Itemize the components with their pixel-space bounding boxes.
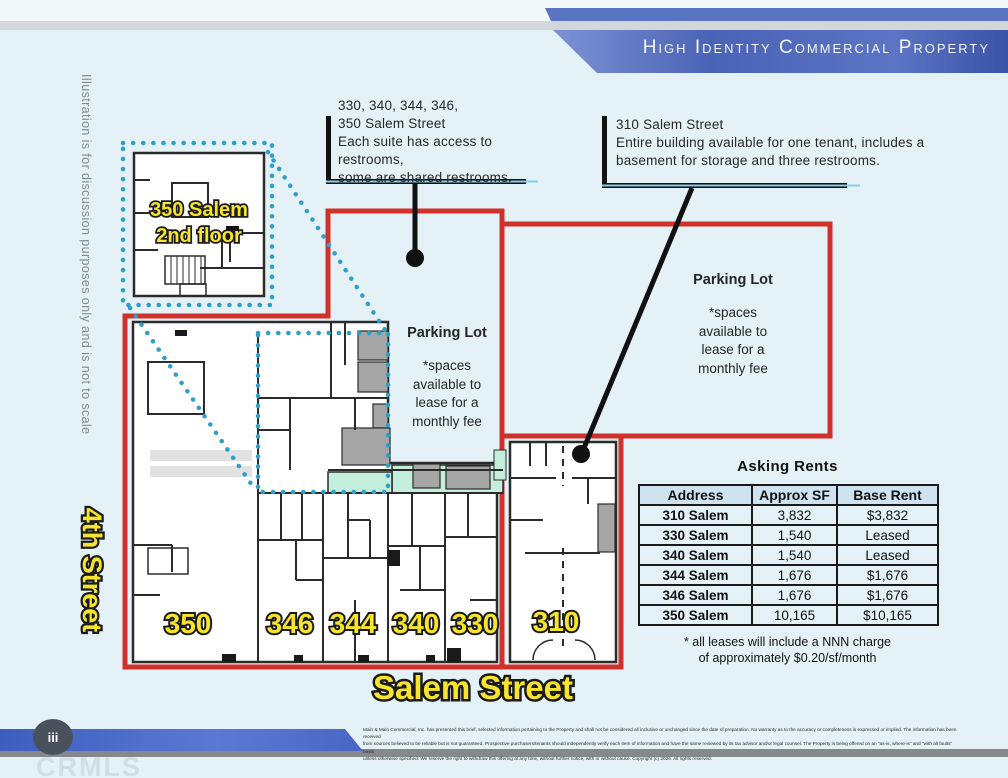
- disclaimer-line: unless otherwise specified. We reserve the right to withdraw this offering at any time, without further notice, with or without cause. Copyright (c) 2026. All rights reserved.: [363, 755, 712, 761]
- cell-address: 350 Salem: [639, 605, 752, 625]
- footnote-line: * all leases will include a NNN charge: [683, 635, 892, 649]
- cell-rent: $1,676: [837, 585, 938, 605]
- callout-line: Each suite has access to restrooms,: [338, 134, 493, 167]
- cell-address: 346 Salem: [639, 585, 752, 605]
- table-row: [639, 585, 938, 605]
- callout-suites-note: [338, 97, 553, 187]
- table-header-row: [639, 485, 938, 505]
- column-header-approx-sf: Approx SF: [752, 485, 837, 505]
- inset-label-line1: 350 Salem: [150, 199, 248, 221]
- suite-label-340: 340: [392, 608, 440, 639]
- callout-line: basement for storage and three restrooms.: [616, 153, 881, 168]
- suite-label-346: 346: [266, 608, 314, 639]
- parking-lot-line: *spaces: [422, 358, 472, 373]
- parking-lot-line: available to: [412, 376, 482, 392]
- suite-label-310: 310: [532, 606, 580, 637]
- cell-address: 340 Salem: [639, 545, 752, 565]
- callout-310-note: [616, 116, 946, 170]
- suite-label-350: 350: [164, 608, 212, 639]
- cell-rent: Leased: [837, 545, 938, 565]
- footnote-line: of approximately $0.20/sf/month: [698, 651, 877, 665]
- column-header-address: Address: [639, 485, 752, 505]
- cell-sf: 1,676: [752, 585, 837, 605]
- table-row: [639, 545, 938, 565]
- crmls-watermark: CRMLS: [36, 752, 142, 778]
- cell-sf: 1,540: [752, 525, 837, 545]
- table-row: [639, 505, 938, 525]
- table-row: [639, 565, 938, 585]
- cell-rent: Leased: [837, 525, 938, 545]
- cell-address: 310 Salem: [639, 505, 752, 525]
- parking-lot-title: Parking Lot: [693, 272, 773, 288]
- parking-lot-title: Parking Lot: [407, 325, 487, 341]
- brand-badge-text: iii: [47, 730, 59, 745]
- cell-rent: $1,676: [837, 565, 938, 585]
- parking-lot-line: lease for a: [415, 395, 479, 410]
- parking-lot-line: available to: [698, 323, 768, 339]
- callout-line: 330, 340, 344, 346,: [338, 98, 459, 113]
- page-title: High Identity Commercial Property: [642, 37, 990, 58]
- callout-line: some are shared restrooms.: [338, 170, 513, 185]
- parking-lot-note-west: [386, 325, 508, 431]
- table-row: [639, 605, 938, 625]
- disclaimer-line: Main & Main Commercial, Inc. has presented this brief, selected information pertaining to the Property and shall not be considered all inclusive or unchanged since the date of preparation. No warranty as to the accuracy or completeness is expressed or implied. The information has been received: [363, 727, 957, 740]
- disclaimer-line: from sources believed to be reliable but is not guaranteed. Prospective purchasers/tenants should independently verify each item of information and have the same reviewed by its tax advisor and/or legal counsel. The Property is being offered on an "as-is, where-is" and "with all faults" basis: [363, 741, 953, 754]
- table-row: [639, 525, 938, 545]
- leader-dot-310: [572, 445, 590, 463]
- asking-rents-section: [638, 458, 937, 666]
- inset-label-line2: 2nd floor: [156, 225, 242, 247]
- salem-street-label: Salem Street: [373, 669, 573, 706]
- nnn-footnote: [638, 634, 937, 666]
- suite-label-344: 344: [329, 608, 377, 639]
- parking-lot-note-east: [672, 272, 794, 378]
- cell-sf: 3,832: [752, 505, 837, 525]
- legal-disclaimer: [363, 726, 957, 762]
- parking-lot-line: *spaces: [708, 305, 758, 320]
- callout-line: 310 Salem Street: [616, 117, 724, 132]
- cell-address: 330 Salem: [639, 525, 752, 545]
- callout-line: 350 Salem Street: [338, 116, 446, 131]
- asking-rents-title: Asking Rents: [737, 458, 838, 475]
- fourth-street-label: 4th Street: [76, 507, 107, 633]
- cell-sf: 1,676: [752, 565, 837, 585]
- asking-rents-table: [638, 484, 939, 626]
- cell-sf: 1,540: [752, 545, 837, 565]
- column-header-base-rent: Base Rent: [837, 485, 938, 505]
- parking-lot-line: monthly fee: [412, 413, 482, 429]
- parking-lot-line: lease for a: [701, 342, 765, 357]
- leader-dot-suites: [406, 249, 424, 267]
- cell-rent: $3,832: [837, 505, 938, 525]
- callout-line: Entire building available for one tenant, includes a: [616, 135, 925, 150]
- parking-lot-line: monthly fee: [698, 360, 768, 376]
- cell-address: 344 Salem: [639, 565, 752, 585]
- illustration-disclaimer: Illustration is for discussion purposes only and is not to scale: [79, 74, 93, 435]
- suite-label-330: 330: [451, 608, 499, 639]
- cell-rent: $10,165: [837, 605, 938, 625]
- cell-sf: 10,165: [752, 605, 837, 625]
